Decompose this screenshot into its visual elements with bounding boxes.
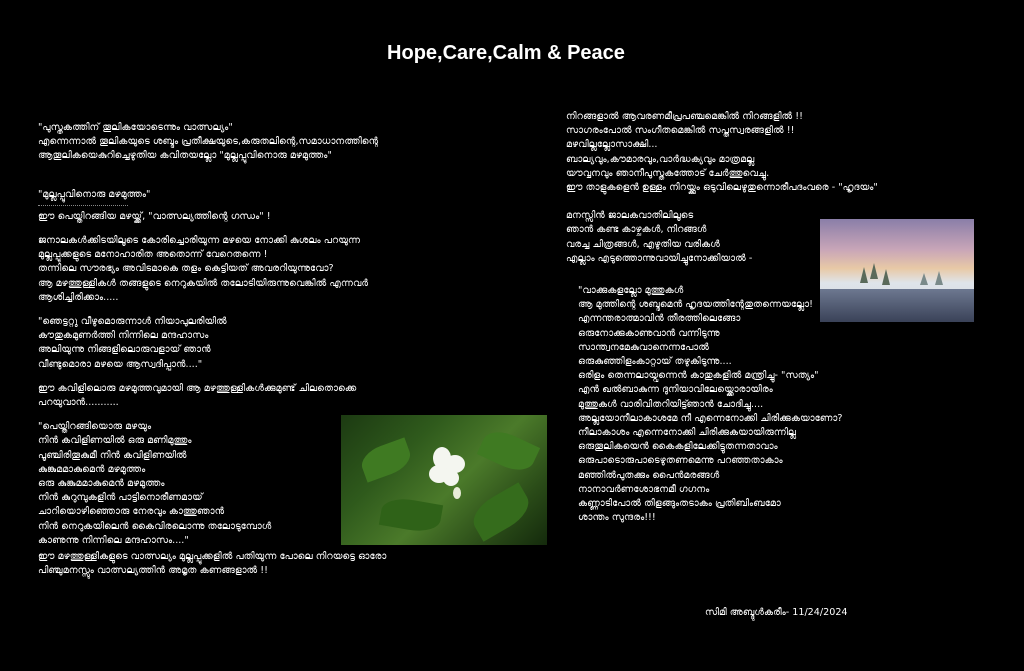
closing-paragraph	[38, 550, 558, 578]
text-line: നിൻ കുറുമ്പുകളിൻ പാട്ടിനൊരീണമായ്	[38, 492, 203, 504]
text-line: ഒരുനോക്കുകാണുവാൻ വന്നിടുന്നു	[578, 327, 720, 339]
leaf-shape	[467, 482, 536, 541]
text-line: ആശിച്ചിരിക്കാം.....	[38, 291, 119, 303]
section-heading: "മുല്ലപ്പൂവിനൊരു മഴമുത്തം"	[38, 188, 151, 200]
text-line: കുങ്കുമമാകുമെൻ മഴമുത്തം	[38, 463, 146, 475]
text-line: മഴവില്ലല്ലോസാക്ഷി...	[566, 139, 658, 151]
text-line: ശാന്തം സുന്ദരം!!!	[578, 512, 656, 524]
text-line: ഒരിളം തെന്നലായ്വന്നെൻ കാതുകളിൽ മന്ത്രിച്ചു- "സത്യം"	[578, 370, 819, 382]
text-line: ഈ കവിളിലൊരു മഴമുത്തവുമായി ആ മഴത്തുള്ളികൾക്കുമുണ്ട് ചിലതൊക്കെ	[38, 382, 357, 394]
text-line: യൗവ്വനവും ഞാനീപുസ്തകത്തോട് ചേർത്തുവെച്ചു.	[566, 167, 770, 179]
flower-petal	[443, 470, 459, 486]
text-line: ആതൂലികയെകുറിച്ചെഴുതിയ കവിതയല്ലോ "മുല്ലപ്പൂവിനൊരു മഴമുത്തം"	[38, 150, 332, 162]
text-line: ചാറിയൊഴിഞ്ഞൊരു നേരവും കാത്തുഞാൻ	[38, 506, 225, 518]
text-line: എന്നന്തരാത്മാവിൻ തീരത്തിലെങ്ങോ	[578, 313, 741, 325]
text-line: നിൻ കവിളിണയിൽ ഒരു മണിമുത്തും	[38, 435, 192, 447]
text-line: അല്ലയോനീലാകാശമേ നീ എന്നെനോക്കി ചിരിക്കുകയാണോ?	[578, 412, 843, 424]
pine-tree-shape	[920, 273, 928, 285]
text-line: മുല്ലപ്പൂക്കളുടെ മനോഹാരിത അതൊന്ന് വേറെതന്നെ !	[38, 249, 268, 261]
text-line: സാന്ത്വനമേകുവാനെന്നപോൽ	[578, 341, 709, 353]
intro-block	[38, 121, 558, 164]
winter-landscape-painting	[820, 219, 974, 322]
text-line: നാനാവർണശോഭനമീ ഗഗനം	[578, 483, 710, 495]
pine-tree-shape	[870, 263, 878, 279]
text-line: തന്നിലെ സൗരഭ്യം അവിടമാകെ തളം കെട്ടിയത് അവരറിയുന്നുവോ?	[38, 263, 334, 275]
flower-bud	[453, 487, 461, 499]
text-line: പിഞ്ചുമനസ്സും വാത്സല്യത്തിൻ അമൃത കണങ്ങളാൽ !!	[38, 565, 268, 577]
text-line: നിൻ നെറുകയിലെൻ കൈവിരലൊന്നു തലോടുമ്പോൾ	[38, 520, 272, 532]
page-title: Hope,Care,Calm & Peace	[387, 42, 625, 64]
text-line: "ഞെട്ടറ്റു വീഴുമൊരുന്നാൾ നിയാപുലരിയിൽ	[38, 316, 227, 328]
text-line: സാഗരംപോൽ സംഗീതമെങ്കിൽ സപ്തസ്വരങ്ങളിൽ !!	[566, 125, 795, 137]
text-line: ഈ താളുകളെൻ ഉള്ളം നിറയ്ക്കും ഒടുവിലെഴുതുന്നൊരീപദംവരെ - "ഹൃദയം"	[566, 182, 878, 194]
text-line: ബാല്യവും,കൗമാരവും,വാർദ്ധക്യവും മാത്രമല്ല	[566, 153, 755, 165]
text-line: കാണുന്നു നിന്നിലെ മന്ദഹാസം...."	[38, 534, 189, 546]
text-line: ഈ പെയ്തിറങ്ങിയ മഴയ്ക്ക്, "വാത്സല്യത്തിന്റെ ഗന്ധം" !	[38, 210, 271, 222]
text-line: "വാക്കുകളല്ലോ മുത്തുകൾ	[578, 285, 684, 297]
text-line: മുത്തുകൾ വാരിവിതറിയിട്ട്ഞാൻ ചോദിച്ചു....	[578, 398, 764, 410]
pine-tree-shape	[860, 267, 868, 283]
text-line: നീലാകാശം എന്നെനോക്കി ചിരിക്കുകയായിരുന്നില്ല	[578, 427, 797, 439]
text-line: ഈ മഴത്തുള്ളികളുടെ വാത്സല്യം മുല്ലപ്പൂക്കളിൽ പതിയുന്ന പോലെ നിറയട്ടെ ഓരോ	[38, 551, 387, 563]
paragraph	[38, 315, 558, 372]
paragraph	[38, 210, 558, 224]
text-line: അലിയുന്നു നിങ്ങളിലൊരുവളായ് ഞാൻ	[38, 344, 211, 356]
text-line: എന്നെന്നാൽ തൂലികയുടെ ശബ്ദം പ്രതീക്ഷയുടെ,കരുതലിന്റെ,സമാധാനത്തിന്റെ	[38, 136, 379, 148]
text-line: കണ്ണാടിപോൽ തിളങ്ങുംതടാകം പ്രതിബിംബമോ	[578, 498, 781, 510]
text-line: വരച്ച ചിത്രങ്ങൾ, എഴുതിയ വരികൾ	[566, 238, 720, 250]
right-column	[566, 110, 1016, 535]
text-line: നിറങ്ങളാൽ ആവരണമീപ്രപഞ്ചമെങ്കിൽ നിറങ്ങളിൽ !!	[566, 111, 803, 122]
text-line: ഒരുതൂലികയെൻ കൈകളിലേക്കിട്ടുതന്നതാവാം	[578, 441, 778, 453]
text-line: എല്ലാം എടുത്തൊന്നുവായിച്ചുനോക്കിയാൽ -	[566, 252, 753, 264]
stanza	[566, 110, 1016, 195]
text-line: കൗതുകമുണർത്തി നിന്നിലെ മന്ദഹാസം	[38, 330, 209, 342]
text-line: ഞാൻ കണ്ട കാഴ്ചകൾ, നിറങ്ങൾ	[566, 224, 707, 236]
text-line: "പെയ്തിറങ്ങിയൊരു മഴയും	[38, 421, 152, 433]
text-line: ജനാലകൾക്കിടയിലൂടെ കോരിച്ചൊരിയുന്ന മഴയെ നോക്കി കുശലം പറയുന്ന	[38, 235, 361, 247]
signature: സിമി അബ്ദുൾകരീം- 11/24/2024	[705, 607, 848, 618]
pine-tree-shape	[882, 269, 890, 285]
leaf-shape	[477, 425, 540, 477]
text-line: ഒരുപാടൊരുപാടെഴുതണമെന്നു പറഞ്ഞതാകാം	[578, 455, 783, 467]
paragraph	[38, 234, 558, 305]
text-line: പറയുവാൻ...........	[38, 397, 119, 409]
text-line: "പുസ്തകത്തിന് തൂലികയോടെന്നും വാത്സല്യം"	[38, 122, 233, 133]
text-line: എൻ ഖൽബാകുന്ന ദുനിയാവിലേയ്ക്കൊരായിരം	[578, 384, 773, 396]
divider	[38, 205, 128, 206]
lake-shape	[820, 289, 974, 322]
text-line: മഞ്ഞിൽപുതക്കും പൈൻമരങ്ങൾ	[578, 469, 720, 481]
text-line: ആ മുത്തിന്റെ ശബ്ദമെൻ ഹൃദയത്തിന്റേതുതന്നെയല്ലോ!	[578, 299, 813, 311]
paragraph	[38, 382, 558, 410]
text-line: ആ മഴത്തുള്ളികൾ തങ്ങളുടെ നെറുകയിൽ തലോടിയിരുന്നുവെങ്കിൽ എന്നവർ	[38, 277, 369, 289]
text-line: മനസ്സിൻ ജാലകവാതിലിലൂടെ	[566, 210, 694, 222]
pine-tree-shape	[935, 271, 943, 285]
leaf-shape	[357, 437, 414, 482]
leaf-shape	[379, 495, 443, 535]
text-line: വീണ്ടുമൊരാ മഴയെ ആസ്വദിപ്പാൻ...."	[38, 358, 203, 370]
jasmine-flower-image	[341, 415, 547, 545]
text-line: ഒരുകുഞ്ഞിളംകാറ്റായ് തഴുകിടുന്നു....	[578, 356, 732, 368]
text-line: ഒരു കുങ്കുമമാകുമെൻ മഴമുത്തം	[38, 478, 165, 490]
text-line: പൂഞ്ചിരിതൂകുമീ നിൻ കവിളിണയിൽ	[38, 449, 187, 461]
